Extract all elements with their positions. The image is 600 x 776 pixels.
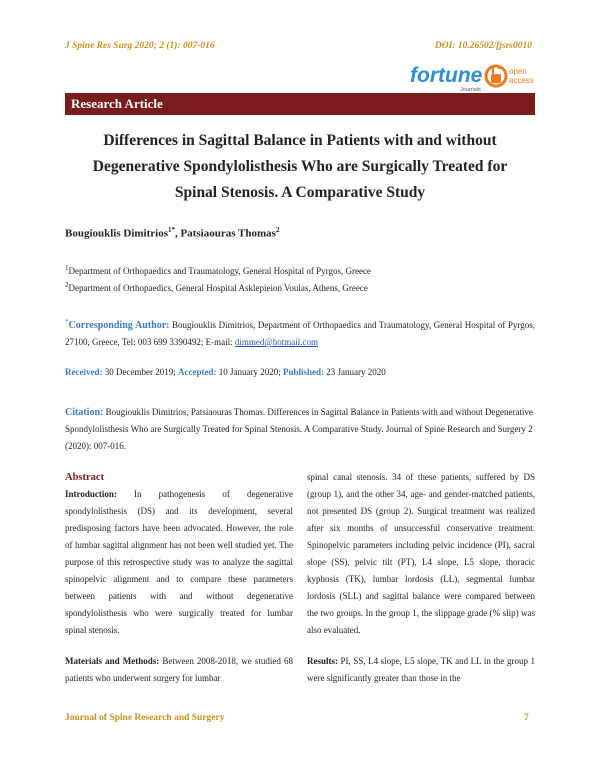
corresponding-text: Bougiouklis Dimitrios, Department of Orthopaedics and Traumatology, General Hospital of Pyrgos, 27100, Greece, Tel: 003 699 3390492; E-mail: — [65, 320, 535, 347]
introduction-text: In pathogenesis of degenerative spondylolisthesis (DS) and its development, several predisposing factors have been advocated. However, the role of lumbar sagittal alignment has not been well studied yet. The purpose of this retrospective study was to analyze the sagittal spinopelvic alignment and to compare these parameters between patients with and without degenerative spondylolisthesis who were surgically treated for lumbar spinal stenosis. — [65, 489, 293, 635]
affiliation-sup: 1 — [65, 264, 69, 272]
corresponding-author — [65, 314, 535, 351]
title-line: Differences in Sagittal Balance in Patients with and without — [103, 132, 497, 149]
published-label: Published: — [282, 367, 324, 377]
open-access-icon — [486, 66, 506, 86]
email-link[interactable]: dimmed@hotmail.com — [234, 337, 318, 347]
logo-access-text: access — [509, 76, 534, 85]
methods-text: Between 2008-2018, we studied 68 patients who underwent surgery for lumbar — [65, 656, 293, 683]
accepted-label: Accepted: — [177, 367, 217, 377]
citation-block — [65, 404, 535, 455]
methods-label: Materials and Methods: — [65, 656, 160, 666]
abstract-heading: Abstract — [65, 472, 105, 483]
logo-brand-text: fortune — [410, 64, 483, 87]
logo-open-text: open — [509, 67, 527, 76]
footer-journal-name: Journal of Spine Research and Surgery — [65, 713, 225, 723]
abstract-column-left — [65, 469, 293, 687]
citation-label: Citation: — [65, 407, 104, 418]
methods-paragraph — [65, 653, 293, 687]
affiliation — [65, 281, 368, 293]
title-line: Spinal Stenosis. A Comparative Study — [174, 184, 426, 201]
journal-citation-header: J Spine Res Surg 2020; 2 (1): 007-016 — [65, 41, 215, 51]
corresponding-sup: * — [65, 318, 69, 326]
accepted-date: 10 January 2020; — [216, 367, 283, 377]
author-name: Patsiaouras Thomas — [180, 227, 276, 240]
results-paragraph — [307, 653, 535, 687]
article-type-banner — [65, 93, 535, 115]
affiliation — [65, 264, 371, 276]
affiliation-text: Department of Orthopaedics and Traumatology, General Hospital of Pyrgos, Greece — [68, 266, 371, 276]
page-number: 7 — [524, 713, 529, 723]
published-date: 23 January 2020 — [323, 367, 386, 377]
affiliation-text: Department of Orthopaedics, General Hospital Asklepieion Voulas, Athens, Greece — [68, 283, 368, 293]
introduction-paragraph — [65, 486, 293, 639]
affiliation-sup: 2 — [65, 281, 69, 289]
results-label: Results: — [307, 656, 338, 666]
abstract-column-right — [307, 469, 535, 687]
author-list — [65, 226, 279, 240]
corresponding-label: Corresponding Author: — [68, 320, 170, 331]
publication-dates — [65, 367, 386, 377]
introduction-label: Introduction: — [65, 489, 117, 499]
article-title — [65, 128, 535, 206]
author-name: Bougiouklis Dimitrios — [65, 227, 168, 240]
author-sup: 1* — [168, 226, 175, 234]
title-line: Degenerative Spondylolisthesis Who are Surgically Treated for — [92, 158, 508, 175]
logo-sub-text: Journals — [460, 87, 481, 93]
article-type-label: Research Article — [71, 96, 163, 111]
author-sup: 2 — [275, 226, 280, 234]
author-separator: , — [175, 227, 181, 240]
methods-continuation: spinal canal stenosis. 34 of these patients, suffered by DS (group 1), and the other 34, age- and gender-matched patients, not presented DS (group 2). Surgical treatment was realized after six months of unsuccessful conservative treatment. Spinopelvic parameters including pelvic incidence (PI), sacral slope (SS), pelvic tilt (PT), L4 slope, L5 slope, thoracic kyphosis (TK), lumbar lordosis (LL), segmental lumbar lordosis (SLL) and sagittal balance were compared between the two groups. In the group 1, the slippage grade (% slip) was also evaluated. — [307, 472, 535, 635]
citation-text: Bougiouklis Dimitrios, Patsiaouras Thomas. Differences in Sagittal Balance in Patients with and without Degenerative Spondylolisthesis Who are Surgically Treated for Spinal Stenosis. A Comparative Study. Journal of Spine Research and Surgery 2 (2020): 007-016. — [65, 407, 533, 451]
results-text: PI, SS, L4 slope, L5 slope, TK and LL in the group 1 were significantly greater than those in the — [307, 656, 535, 683]
received-date: 30 December 2019; — [102, 367, 178, 377]
received-label: Received: — [65, 367, 103, 377]
doi-header: DOI: 10.26502/fjsrs0010 — [434, 41, 532, 51]
